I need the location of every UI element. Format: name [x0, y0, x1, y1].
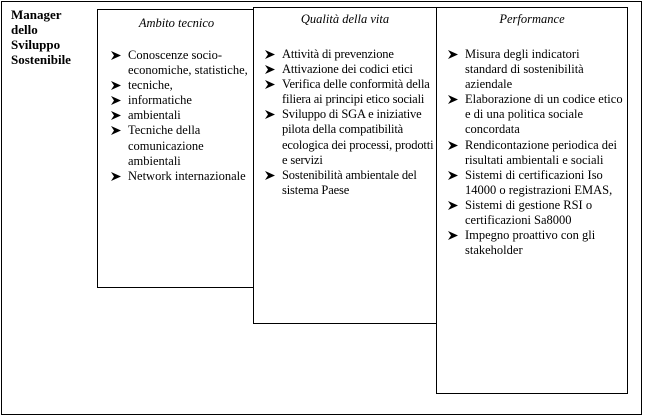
- column-title: Performance: [499, 12, 565, 26]
- arrowhead-bullet-icon: [265, 80, 275, 89]
- column-qualita-della-vita: [253, 7, 437, 324]
- role-title-line: Manager: [11, 7, 62, 22]
- list-item-text: Sostenibilità ambientale del sistema Paese: [282, 167, 417, 197]
- arrowhead-bullet-icon: [265, 110, 275, 119]
- list-item: [111, 169, 255, 184]
- list-item: [448, 138, 627, 168]
- arrowhead-bullet-icon: [111, 111, 121, 120]
- list-item-text: Rendicontazione periodica dei risultati ambientali e sociali: [465, 137, 618, 167]
- column-item-list: [254, 47, 436, 198]
- arrowhead-bullet-icon: [111, 81, 121, 90]
- list-item-text: ambientali: [128, 108, 181, 123]
- list-item-text: Network internazionale: [128, 168, 246, 183]
- list-item: [265, 47, 436, 62]
- list-item-text: Attività di prevenzione: [282, 47, 394, 61]
- arrowhead-bullet-icon: [111, 126, 121, 135]
- list-item-text: Tecniche della comunicazione ambientali: [128, 123, 204, 168]
- role-title-line: Sostenibile: [11, 52, 71, 67]
- list-item: [448, 228, 627, 258]
- list-item: [265, 77, 436, 107]
- list-item: [111, 48, 255, 78]
- column-title: Ambito tecnico: [138, 16, 215, 30]
- list-item: [265, 62, 436, 77]
- arrowhead-bullet-icon: [448, 201, 458, 210]
- arrowhead-bullet-icon: [111, 96, 121, 105]
- arrowhead-bullet-icon: [265, 65, 275, 74]
- list-item: [448, 47, 627, 92]
- role-title-line: Sviluppo: [11, 37, 61, 52]
- role-title-line: dello: [11, 22, 38, 37]
- arrowhead-bullet-icon: [448, 171, 458, 180]
- list-item-text: Impegno proattivo con gli stakeholder: [465, 228, 596, 258]
- list-item: [448, 92, 627, 137]
- column-item-list: [437, 47, 627, 258]
- list-item: [111, 108, 255, 123]
- list-item-text: Elaborazione di un codice etico e di una politica sociale concordata: [465, 92, 623, 137]
- list-item: [111, 78, 255, 93]
- role-title: [11, 7, 95, 67]
- list-item-text: informatiche: [128, 93, 192, 108]
- arrowhead-bullet-icon: [448, 141, 458, 150]
- arrowhead-bullet-icon: [448, 50, 458, 59]
- arrowhead-bullet-icon: [111, 51, 121, 60]
- arrowhead-bullet-icon: [111, 172, 121, 181]
- arrowhead-bullet-icon: [265, 171, 275, 180]
- list-item: [111, 123, 255, 168]
- list-item: [448, 168, 627, 198]
- list-item-text: Conoscenze socio-economiche, statistiche,: [128, 48, 248, 78]
- arrowhead-bullet-icon: [265, 50, 275, 59]
- list-item-text: Sistemi di gestione RSI o certificazioni Sa8000: [465, 197, 593, 228]
- column-performance: [436, 7, 628, 394]
- arrowhead-bullet-icon: [448, 95, 458, 104]
- list-item: [448, 198, 627, 228]
- list-item: [265, 107, 436, 167]
- list-item-text: Verifica delle conformità della filiera ai principi etico sociali: [282, 77, 430, 107]
- list-item-text: Misura degli indicatori standard di sostenibilità aziendale: [465, 47, 584, 92]
- list-item-text: Sistemi di certificazioni Iso 14000 o registrazioni EMAS,: [465, 167, 613, 197]
- list-item-text: Sviluppo di SGA e iniziative pilota della compatibilità ecologica dei processi, prodotti e servizi: [282, 107, 434, 167]
- list-item-text: Attivazione dei codici etici: [282, 62, 413, 77]
- column-item-list: [98, 48, 255, 184]
- column-title: Qualità della vita: [300, 12, 390, 26]
- list-item: [111, 93, 255, 108]
- column-ambito-tecnico: [97, 9, 256, 288]
- arrowhead-bullet-icon: [448, 231, 458, 240]
- list-item: [265, 168, 436, 198]
- list-item-text: tecniche,: [128, 78, 173, 93]
